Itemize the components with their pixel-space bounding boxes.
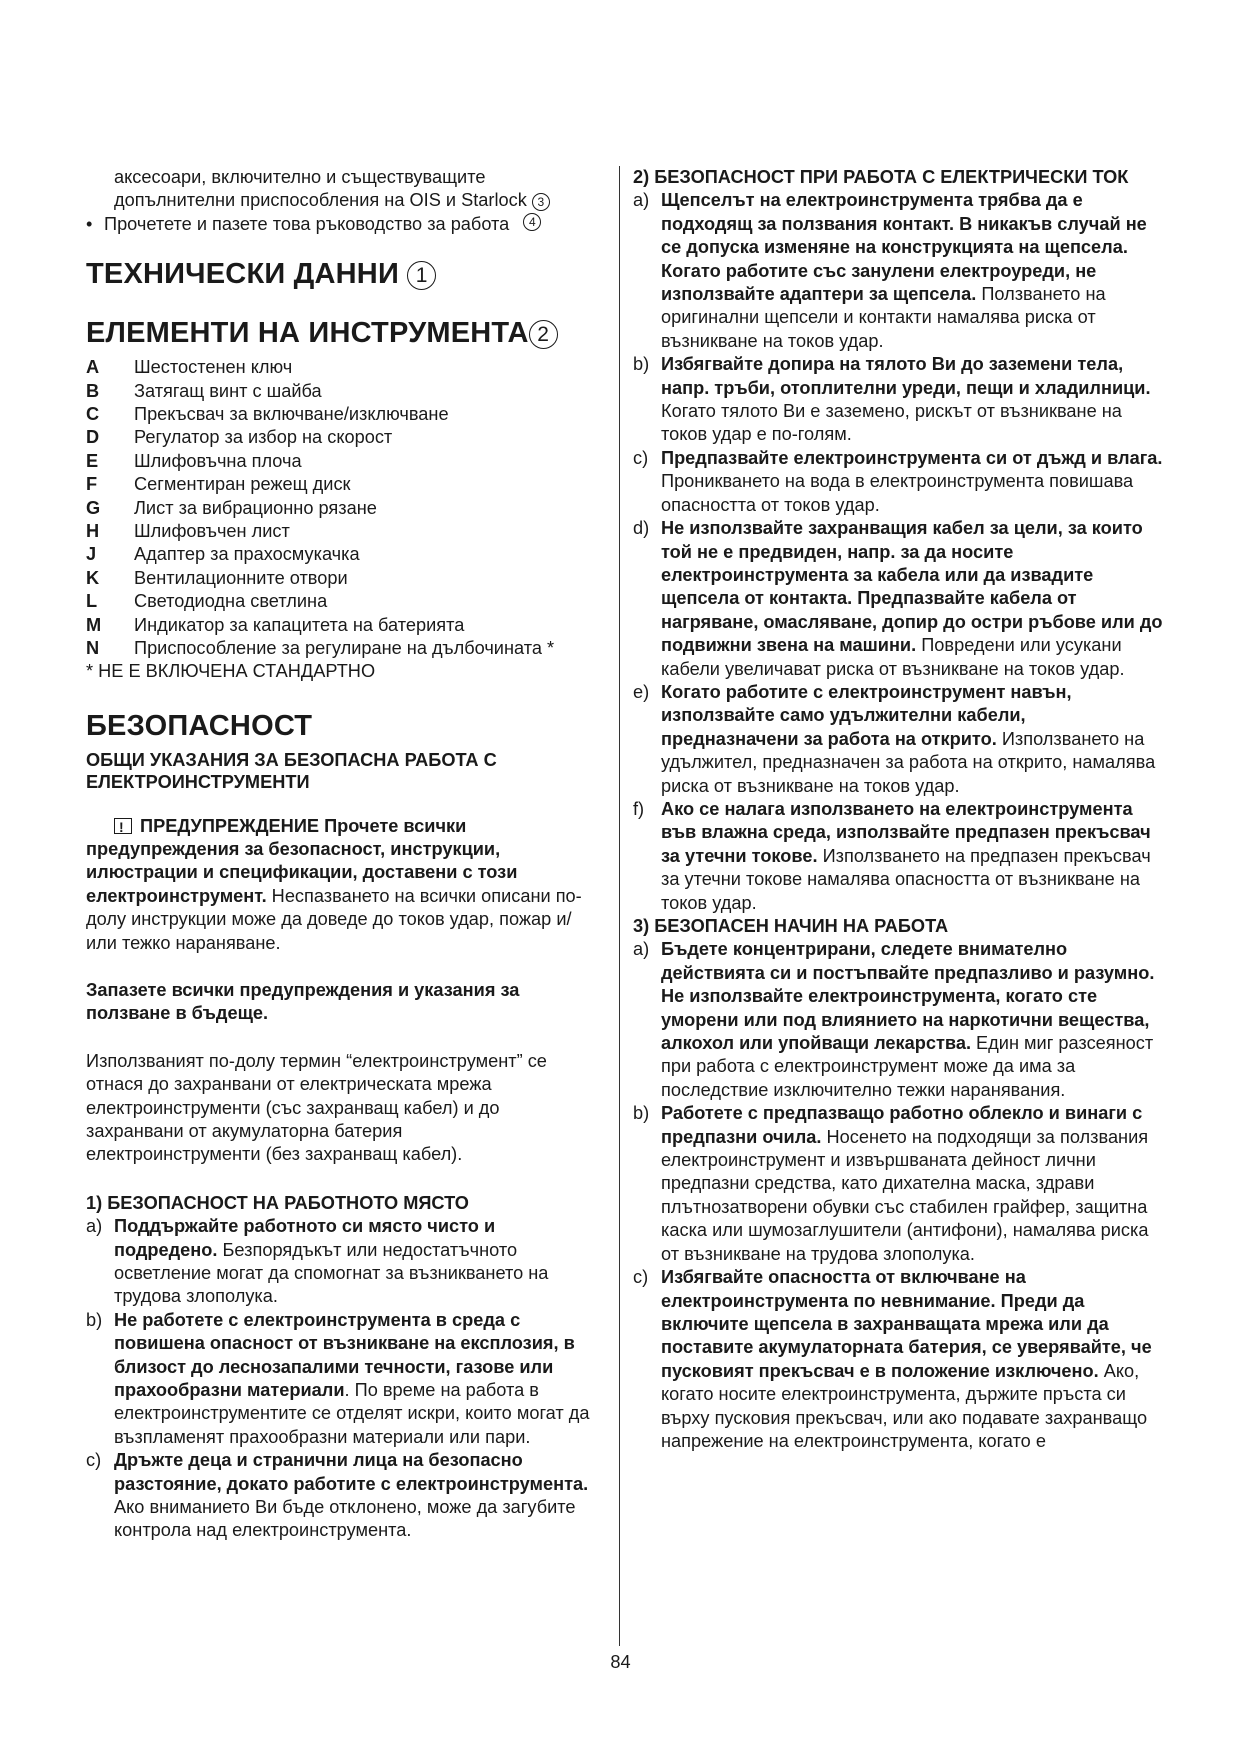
- item-content: [661, 798, 1163, 915]
- legend-key: J: [86, 544, 97, 565]
- item-marker: c): [633, 1267, 649, 1288]
- item-bold-text: Дръжте деца и странични лица на безопасно разстояние, докато работите с електроинструмента.: [114, 1450, 589, 1494]
- instruction-item: [633, 938, 1163, 1102]
- instruction-item: [86, 1215, 598, 1309]
- legend-key: H: [86, 521, 100, 542]
- instruction-item: [86, 1309, 598, 1449]
- instruction-item: [633, 447, 1163, 517]
- warning-bold: ПРЕДУПРЕЖДЕНИЕ Прочете всички предупреждения за безопасност, инструкции, илюстрации и спецификации, доставени с този електроинструмент.: [86, 815, 518, 906]
- item-text: Безпорядъкът или недостатъчното осветление могат да спомогнат за възникването на трудова злополука.: [114, 1239, 549, 1307]
- item-marker: b): [86, 1309, 103, 1330]
- item-marker: c): [633, 447, 649, 468]
- item-content: [114, 1449, 598, 1543]
- page-number: 84: [610, 1652, 631, 1672]
- legend-item: [86, 380, 598, 403]
- warning-text: Неспазването на всички описани по-долу инструкции може да доведе до токов удар, пожар и/или тежко нараняване.: [86, 885, 582, 953]
- item-bold-text: Не използвайте захранващия кабел за цели, за които той не е предвиден, напр. за да носите електроинструмента за кабела или да извадите щепсела от контакта. Предпазвайте кабела от нагряване, омасляване, допир до остри ръбове или до подвижни звена на машини.: [661, 518, 1163, 656]
- legend-item: [86, 637, 598, 660]
- legend-label: Индикатор за капацитета на батерията: [134, 614, 465, 635]
- section-3-items: [633, 938, 1163, 1453]
- legend-item: [86, 614, 598, 637]
- legend-label: Шлифовъчна плоча: [134, 450, 302, 471]
- heading-technical-data: [86, 257, 598, 291]
- section-3-title: 3) БЕЗОПАСЕН НАЧИН НА РАБОТА: [633, 916, 949, 936]
- legend-label: Адаптер за прахосмукачка: [134, 544, 360, 565]
- item-content: [661, 938, 1163, 1102]
- warning-icon: [114, 818, 132, 834]
- item-bold-text: Поддържайте работното си място чисто и подредено.: [114, 1216, 496, 1260]
- item-bold-text: Избягвайте опасността от включване на електроинструмента по невнимание. Преди да включите щепсела в захранващата мрежа или да поставите акумулаторната батерия, се уверявайте, че пусковият прекъсвач е в положение изключено.: [661, 1267, 1152, 1381]
- item-content: [114, 1309, 598, 1449]
- item-marker: a): [86, 1216, 103, 1237]
- legend-key: M: [86, 614, 102, 635]
- legend-label: Приспособление за регулиране на дълбочината *: [134, 638, 555, 659]
- item-bold-text: Избягвайте допира на тялото Ви до заземени тела, напр. тръби, отоплителни уреди, пещи и хладилници.: [661, 354, 1151, 398]
- heading-general-safety: ОБЩИ УКАЗАНИЯ ЗА БЕЗОПАСНА РАБОТА С ЕЛЕКТРОИНСТРУМЕНТИ: [86, 749, 497, 792]
- right-column: [633, 166, 1163, 1453]
- item-bold-text: Бъдете концентрирани, следете внимателно действията си и постъпвайте предпазливо и разумно. Не използвайте електроинструмента, когато сте уморени или под влиянието на наркотични вещества, алкохол или упойващи лекарства.: [661, 939, 1155, 1054]
- column-divider: [619, 166, 620, 1646]
- instruction-item: [633, 353, 1163, 447]
- legend-item: [86, 356, 598, 379]
- item-marker: a): [633, 939, 650, 960]
- item-content: [661, 1266, 1163, 1453]
- legend-item: [86, 590, 598, 613]
- item-marker: c): [86, 1450, 102, 1471]
- intro-line2-text: допълнителни приспособления на OIS и Starlock: [114, 190, 527, 211]
- item-bold-text: Щепселът на електроинструмента трябва да е подходящ за ползвания контакт. В никакъв случай не се допуска изменяне на конструкцията на щепсела. Когато работите със занулени електроуреди, не използвайте адаптери за щепсела.: [661, 190, 1147, 305]
- legend-item: [86, 473, 598, 496]
- item-text: Ползването на оригинални щепсели и контакти намалява риска от възникване на токов удар.: [661, 284, 1106, 351]
- item-text: . По време на работа в електроинструментите се отделят искри, които могат да възпламенят прахообразни материали или пари.: [114, 1380, 590, 1447]
- intro-line2: [86, 189, 598, 212]
- legend-item: [86, 403, 598, 426]
- heading-safety: БЕЗОПАСНОСТ: [86, 709, 313, 742]
- item-content: [661, 447, 1163, 517]
- legend-key: B: [86, 380, 100, 401]
- heading-tool-elements-text: ЕЛЕМЕНТИ НА ИНСТРУМЕНТА: [86, 317, 529, 350]
- instruction-item: [633, 189, 1163, 353]
- section-2-items: [633, 189, 1163, 915]
- legend-key: F: [86, 474, 98, 495]
- item-text: Ако вниманието Ви бъде отклонено, може да загубите контрола над електроинструмента.: [114, 1497, 576, 1541]
- item-text: Когато тялото Ви е заземено, рискът от възникване на токов удар е по-голям.: [661, 401, 1122, 445]
- term-definition: Използваният по-долу термин “електроинструмент” се отнася до захранвани от електрическата мрежа електроинструменти (със захранващ кабел) и до захранвани от акумулаторна батерия електроинструменти (без захранващ кабел).: [86, 1050, 547, 1165]
- item-content: [661, 1102, 1163, 1266]
- item-content: [661, 681, 1163, 798]
- legend-item: [86, 450, 598, 473]
- item-text: Ако, когато носите електроинструмента, държите пръста си върху пусковия прекъсвач, или ако подавате захранващо напрежение на електроинструмента, когато е: [661, 1360, 1148, 1451]
- legend-item: [86, 497, 598, 520]
- item-text: Повредени или усукани кабели увеличават риска от възникване на токов удар.: [661, 635, 1125, 679]
- instruction-item: [633, 1102, 1163, 1266]
- legend-label: Сегментиран режещ диск: [134, 474, 351, 495]
- legend-label: Прекъсвач за включване/изключване: [134, 404, 449, 425]
- item-content: [114, 1215, 598, 1309]
- legend-label: Регулатор за избор на скорост: [134, 427, 393, 448]
- legend-label: Шестостенен ключ: [134, 357, 293, 378]
- legend-item: [86, 520, 598, 543]
- figure-ref-1: 1: [407, 261, 436, 290]
- legend-label: Лист за вибрационно рязане: [134, 497, 377, 518]
- intro-read-text: Прочетете и пазете това ръководство за работа: [104, 213, 510, 234]
- legend-key: N: [86, 638, 100, 659]
- item-marker: b): [633, 1103, 650, 1124]
- elements-legend: [86, 356, 598, 660]
- legend-key: C: [86, 404, 100, 425]
- left-column: [86, 166, 598, 1543]
- item-text: Използването на удължител, предназначен за работа на открито, намалява риска от възникване на токов удар.: [661, 728, 1156, 796]
- item-bold-text: Не работете с електроинструмента в среда с повишена опасност от възникване на експлозия, в близост до леснозапалими течности, газове или прахообразни материали: [114, 1309, 575, 1401]
- instruction-item: [633, 681, 1163, 798]
- instruction-item: [633, 798, 1163, 915]
- legend-key: D: [86, 427, 100, 448]
- figure-ref-4: 4: [523, 213, 541, 231]
- legend-key: A: [86, 357, 100, 378]
- bullet: •: [86, 213, 93, 234]
- legend-key: K: [86, 567, 100, 588]
- item-content: [661, 517, 1163, 681]
- instruction-item: [86, 1449, 598, 1543]
- item-text: Проникването на вода в електроинструмента повишава опасността от токов удар.: [661, 471, 1134, 515]
- item-bold-text: Работете с предпазващо работно облекло и винаги с предпазни очила.: [661, 1103, 1143, 1147]
- legend-key: E: [86, 450, 99, 471]
- legend-label: Затягащ винт с шайба: [134, 380, 322, 401]
- legend-item: [86, 543, 598, 566]
- warning-paragraph: [86, 815, 598, 955]
- item-bold-text: Ако се налага използването на електроинструмента във влажна среда, използвайте предпазен прекъсвач за утечни токове.: [661, 798, 1151, 866]
- heading-technical-data-text: ТЕХНИЧЕСКИ ДАННИ: [86, 258, 399, 291]
- item-bold-text: Когато работите с електроинструмент навън, използвайте само удължителни кабели, предназначени за работа на открито.: [661, 681, 1072, 749]
- item-content: [661, 189, 1163, 353]
- section-2-title-text: 2) БЕЗОПАСНОСТ ПРИ РАБОТА С ЕЛЕКТРИЧЕСКИ ТОК: [633, 167, 1129, 187]
- legend-label: Светодиодна светлина: [134, 591, 328, 612]
- section-2-title: [633, 166, 1163, 189]
- item-content: [661, 353, 1163, 447]
- intro-bullet-item: [86, 213, 598, 236]
- instruction-item: [633, 517, 1163, 681]
- item-marker: e): [633, 681, 650, 702]
- legend-item: [86, 426, 598, 449]
- item-text: Един миг разсеяност при работа с електроинструмент може да има за последствие изключително тежки наранявания.: [661, 1033, 1154, 1100]
- section-1-items: [86, 1215, 598, 1543]
- legend-key: L: [86, 591, 98, 612]
- section-1-title: 1) БЕЗОПАСНОСТ НА РАБОТНОТО МЯСТО: [86, 1192, 469, 1213]
- instruction-item: [633, 1266, 1163, 1453]
- figure-ref-2: 2: [529, 320, 558, 349]
- item-text: Използването на предпазен прекъсвач за утечни токове намалява опасността от възникване на токов удар.: [661, 845, 1151, 913]
- item-marker: f): [633, 798, 645, 819]
- item-marker: d): [633, 518, 650, 539]
- heading-tool-elements: [86, 316, 598, 350]
- legend-note: * НЕ Е ВКЛЮЧЕНА СТАНДАРТНО: [86, 660, 376, 681]
- item-text: Носенето на подходящи за ползвания електроинструмент и извършваната дейност лични предпазни средства, като дихателна маска, здрави плътнозатворени обувки със стабилен грайфер, защитна каска или шумозаглушители (антифони), намалява риска от възникване на трудова злополука.: [661, 1126, 1149, 1264]
- legend-item: [86, 567, 598, 590]
- legend-label: Шлифовъчен лист: [134, 521, 290, 542]
- legend-key: G: [86, 497, 101, 518]
- item-bold-text: Предпазвайте електроинструмента си от дъжд и влага.: [661, 447, 1163, 468]
- intro-line1: аксесоари, включително и съществуващите: [114, 167, 486, 187]
- figure-ref-3: 3: [532, 193, 550, 211]
- item-marker: a): [633, 190, 650, 211]
- keep-instructions: Запазете всички предупреждения и указания за ползване в бъдеще.: [86, 979, 520, 1024]
- legend-label: Вентилационните отвори: [134, 567, 348, 588]
- item-marker: b): [633, 354, 650, 375]
